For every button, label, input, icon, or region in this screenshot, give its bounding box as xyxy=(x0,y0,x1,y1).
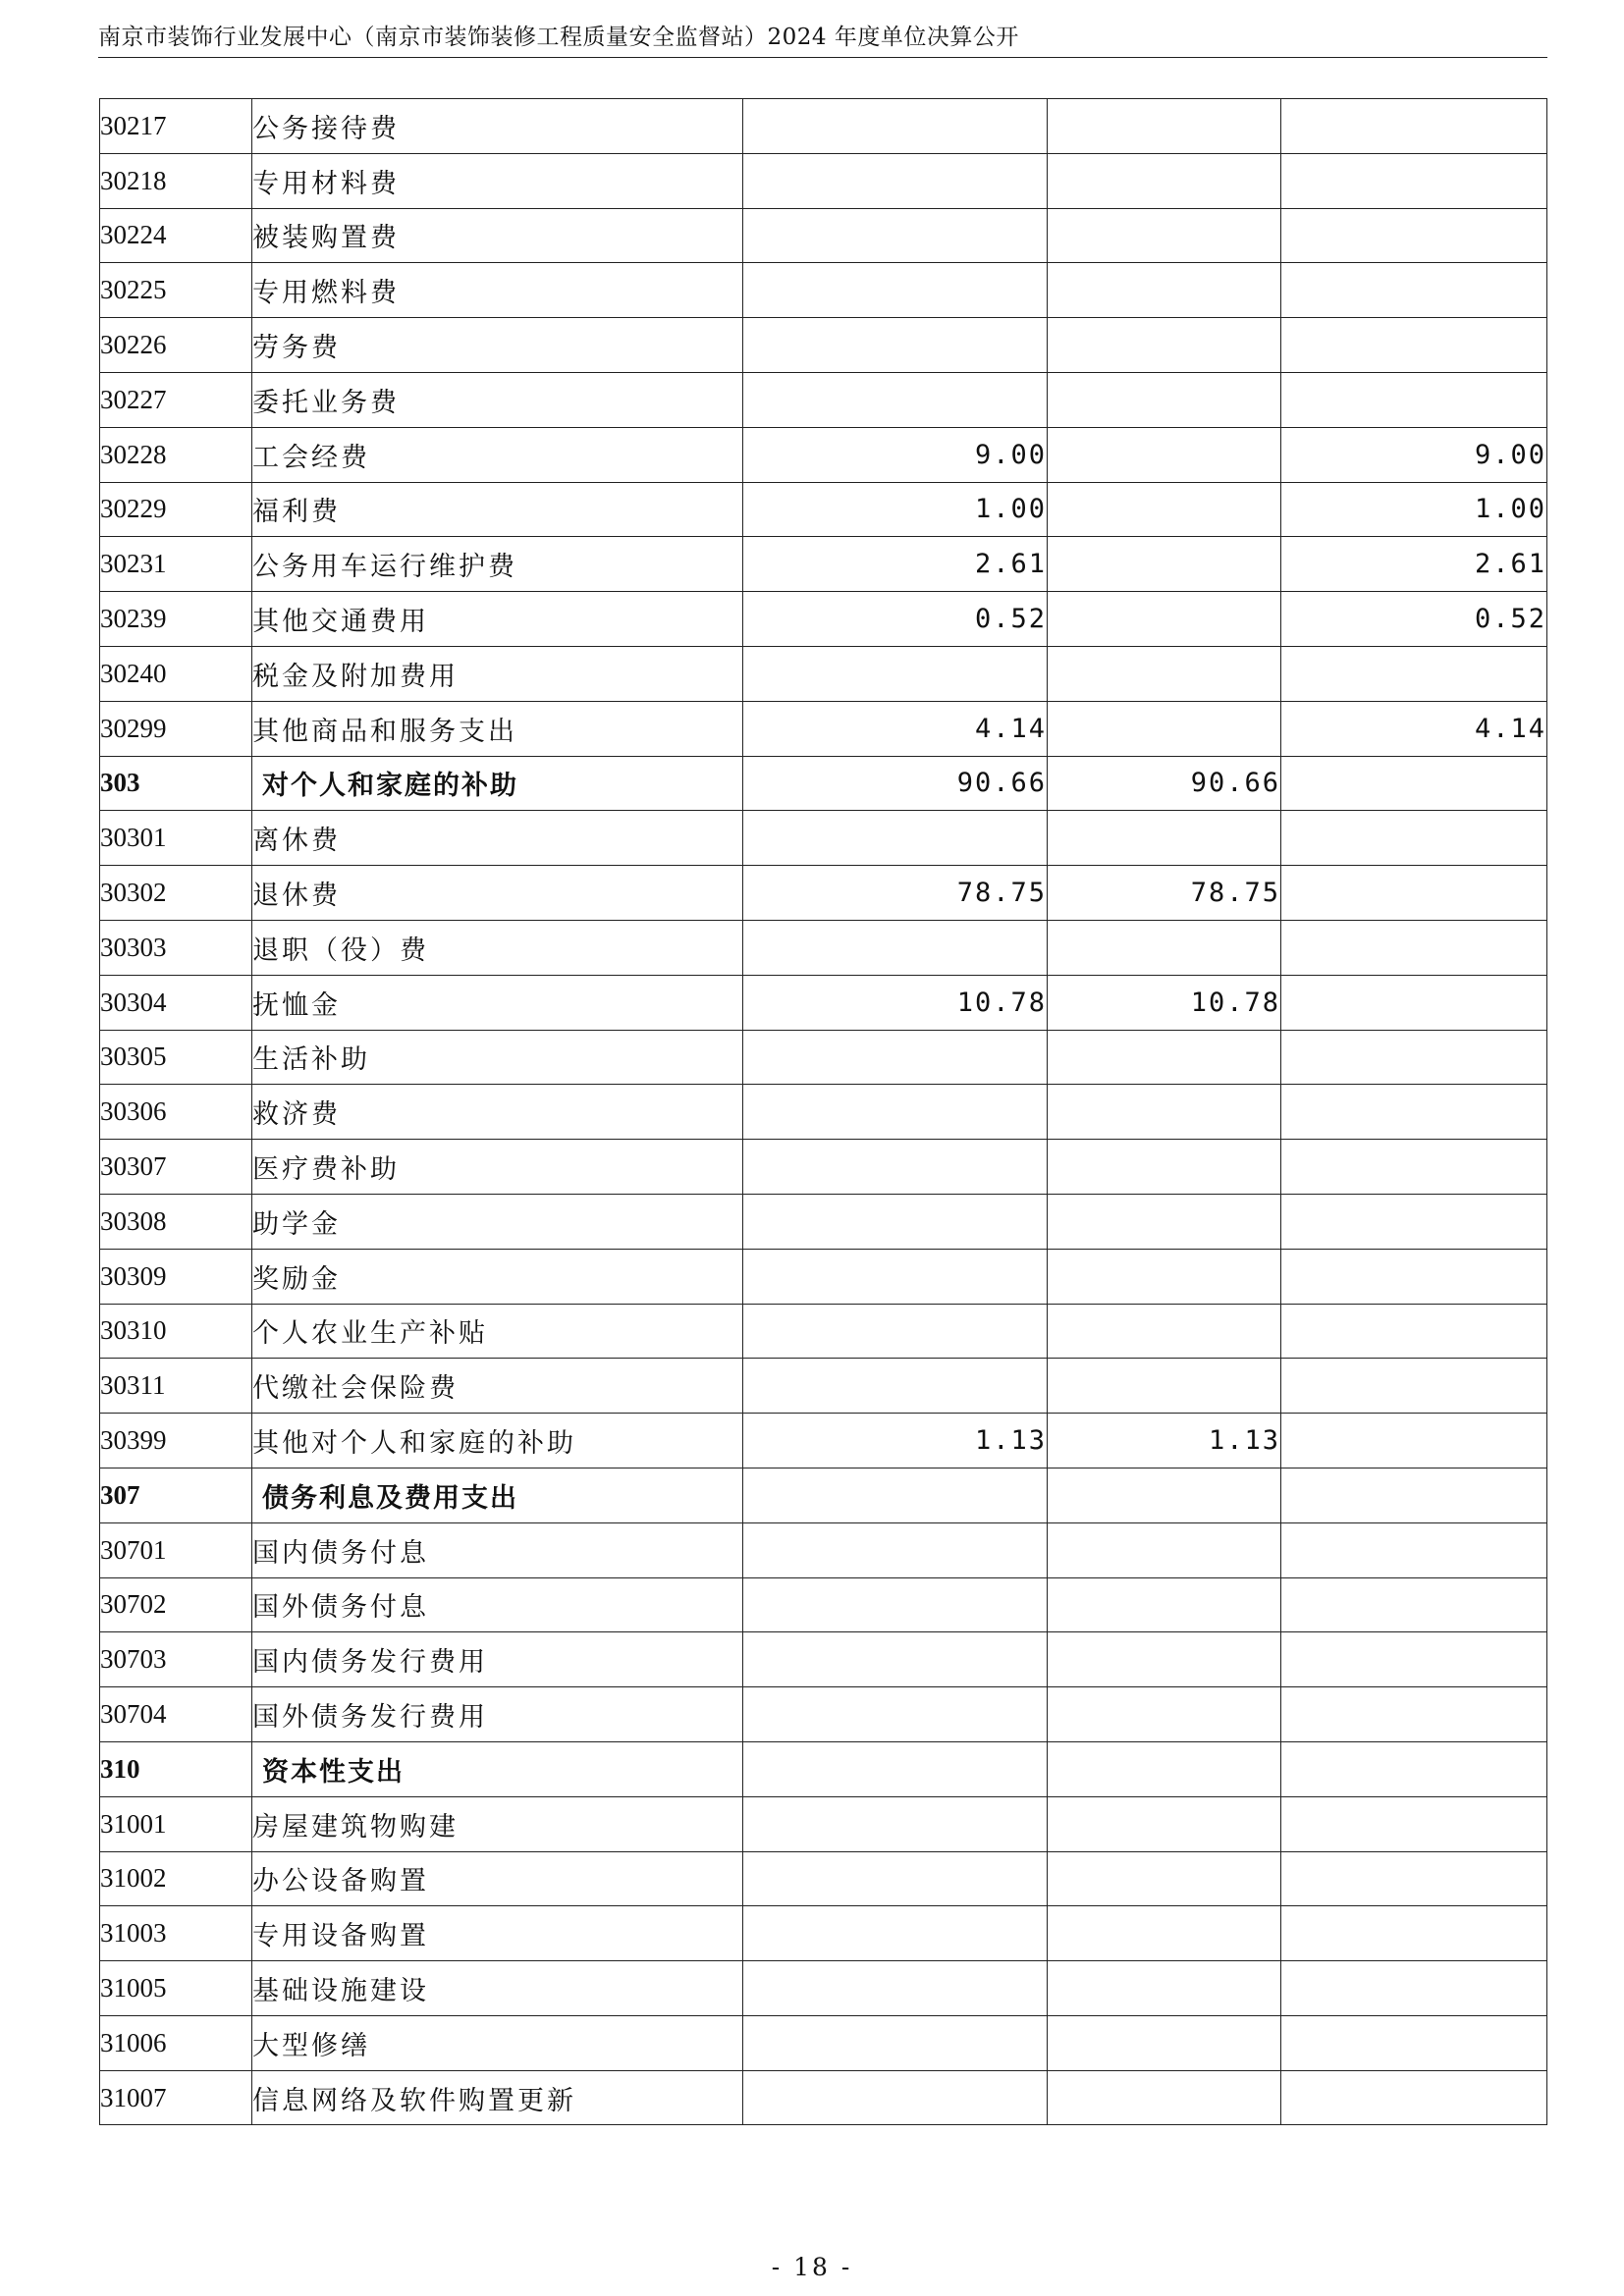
project-expenditure-cell xyxy=(1281,1632,1547,1687)
economic-code-cell: 30240 xyxy=(100,646,252,701)
basic-expenditure-cell: 10.78 xyxy=(1048,975,1281,1030)
economic-code-cell: 30218 xyxy=(100,153,252,208)
table-row xyxy=(100,1359,1547,1414)
total-amount-cell: 10.78 xyxy=(743,975,1048,1030)
table-row xyxy=(100,920,1547,975)
item-name-cell: 离休费 xyxy=(252,811,743,866)
project-expenditure-cell xyxy=(1281,1414,1547,1468)
economic-code-cell: 30702 xyxy=(100,1577,252,1632)
table-row xyxy=(100,208,1547,263)
total-amount-cell xyxy=(743,99,1048,154)
table-row xyxy=(100,482,1547,537)
economic-code-cell: 30703 xyxy=(100,1632,252,1687)
economic-code-cell: 310 xyxy=(100,1741,252,1796)
item-name-cell: 公务接待费 xyxy=(252,99,743,154)
economic-code-cell: 30227 xyxy=(100,372,252,427)
project-expenditure-cell xyxy=(1281,1304,1547,1359)
basic-expenditure-cell xyxy=(1048,1522,1281,1577)
table-row xyxy=(100,2070,1547,2125)
table-row xyxy=(100,1577,1547,1632)
project-expenditure-cell: 0.52 xyxy=(1281,592,1547,647)
item-name-cell: 对个人和家庭的补助 xyxy=(252,756,743,811)
project-expenditure-cell xyxy=(1281,920,1547,975)
project-expenditure-cell: 1.00 xyxy=(1281,482,1547,537)
economic-code-cell: 30303 xyxy=(100,920,252,975)
category-row xyxy=(100,756,1547,811)
total-amount-cell xyxy=(743,1194,1048,1249)
economic-code-cell: 30308 xyxy=(100,1194,252,1249)
item-name-cell: 抚恤金 xyxy=(252,975,743,1030)
item-name-cell: 税金及附加费用 xyxy=(252,646,743,701)
table-row xyxy=(100,1414,1547,1468)
economic-code-cell: 30217 xyxy=(100,99,252,154)
item-name-cell: 代缴社会保险费 xyxy=(252,1359,743,1414)
total-amount-cell xyxy=(743,2015,1048,2070)
project-expenditure-cell xyxy=(1281,1796,1547,1851)
total-amount-cell xyxy=(743,811,1048,866)
basic-expenditure-cell: 1.13 xyxy=(1048,1414,1281,1468)
table-row xyxy=(100,811,1547,866)
table-row xyxy=(100,1030,1547,1085)
basic-expenditure-cell xyxy=(1048,1085,1281,1140)
project-expenditure-cell xyxy=(1281,811,1547,866)
total-amount-cell xyxy=(743,1522,1048,1577)
page-header-title: 南京市装饰行业发展中心（南京市装饰装修工程质量安全监督站）2024 年度单位决算公开 xyxy=(98,25,1019,50)
project-expenditure-cell xyxy=(1281,1194,1547,1249)
table-row xyxy=(100,99,1547,154)
economic-code-cell: 30301 xyxy=(100,811,252,866)
project-expenditure-cell xyxy=(1281,1741,1547,1796)
table-row xyxy=(100,2015,1547,2070)
basic-expenditure-cell: 78.75 xyxy=(1048,866,1281,921)
item-name-cell: 其他交通费用 xyxy=(252,592,743,647)
table-row xyxy=(100,1961,1547,2016)
basic-expenditure-cell xyxy=(1048,2070,1281,2125)
economic-code-cell: 30399 xyxy=(100,1414,252,1468)
total-amount-cell xyxy=(743,208,1048,263)
total-amount-cell xyxy=(743,1851,1048,1906)
project-expenditure-cell xyxy=(1281,153,1547,208)
total-amount-cell: 1.13 xyxy=(743,1414,1048,1468)
table-row xyxy=(100,1249,1547,1304)
table-row xyxy=(100,975,1547,1030)
economic-code-cell: 307 xyxy=(100,1468,252,1522)
basic-expenditure-cell xyxy=(1048,1796,1281,1851)
project-expenditure-cell xyxy=(1281,372,1547,427)
page-header xyxy=(98,20,1547,58)
item-name-cell: 退休费 xyxy=(252,866,743,921)
economic-code-cell: 30311 xyxy=(100,1359,252,1414)
budget-table xyxy=(99,98,1547,2125)
total-amount-cell xyxy=(743,153,1048,208)
economic-code-cell: 30239 xyxy=(100,592,252,647)
item-name-cell: 专用燃料费 xyxy=(252,263,743,318)
item-name-cell: 大型修缮 xyxy=(252,2015,743,2070)
project-expenditure-cell xyxy=(1281,756,1547,811)
item-name-cell: 个人农业生产补贴 xyxy=(252,1304,743,1359)
total-amount-cell: 2.61 xyxy=(743,537,1048,592)
table-row xyxy=(100,1906,1547,1961)
basic-expenditure-cell xyxy=(1048,482,1281,537)
project-expenditure-cell xyxy=(1281,646,1547,701)
table-row xyxy=(100,592,1547,647)
item-name-cell: 劳务费 xyxy=(252,318,743,373)
table-row xyxy=(100,1632,1547,1687)
basic-expenditure-cell xyxy=(1048,1140,1281,1195)
item-name-cell: 基础设施建设 xyxy=(252,1961,743,2016)
basic-expenditure-cell xyxy=(1048,920,1281,975)
economic-code-cell: 30305 xyxy=(100,1030,252,1085)
item-name-cell: 委托业务费 xyxy=(252,372,743,427)
item-name-cell: 公务用车运行维护费 xyxy=(252,537,743,592)
table-row xyxy=(100,153,1547,208)
item-name-cell: 生活补助 xyxy=(252,1030,743,1085)
economic-code-cell: 30304 xyxy=(100,975,252,1030)
project-expenditure-cell xyxy=(1281,1851,1547,1906)
project-expenditure-cell xyxy=(1281,1906,1547,1961)
total-amount-cell xyxy=(743,2070,1048,2125)
economic-code-cell: 30302 xyxy=(100,866,252,921)
basic-expenditure-cell xyxy=(1048,263,1281,318)
total-amount-cell xyxy=(743,1249,1048,1304)
item-name-cell: 国外债务付息 xyxy=(252,1577,743,1632)
item-name-cell: 国内债务发行费用 xyxy=(252,1632,743,1687)
economic-code-cell: 30310 xyxy=(100,1304,252,1359)
total-amount-cell: 9.00 xyxy=(743,427,1048,482)
project-expenditure-cell xyxy=(1281,263,1547,318)
total-amount-cell xyxy=(743,1085,1048,1140)
basic-expenditure-cell xyxy=(1048,1359,1281,1414)
item-name-cell: 债务利息及费用支出 xyxy=(252,1468,743,1522)
basic-expenditure-cell xyxy=(1048,427,1281,482)
budget-table-body xyxy=(100,99,1547,2125)
basic-expenditure-cell xyxy=(1048,646,1281,701)
total-amount-cell: 78.75 xyxy=(743,866,1048,921)
item-name-cell: 奖励金 xyxy=(252,1249,743,1304)
total-amount-cell xyxy=(743,1632,1048,1687)
basic-expenditure-cell xyxy=(1048,1249,1281,1304)
basic-expenditure-cell xyxy=(1048,1632,1281,1687)
total-amount-cell: 90.66 xyxy=(743,756,1048,811)
table-row xyxy=(100,1194,1547,1249)
project-expenditure-cell xyxy=(1281,1085,1547,1140)
project-expenditure-cell xyxy=(1281,1577,1547,1632)
item-name-cell: 专用材料费 xyxy=(252,153,743,208)
economic-code-cell: 30226 xyxy=(100,318,252,373)
economic-code-cell: 31006 xyxy=(100,2015,252,2070)
economic-code-cell: 31003 xyxy=(100,1906,252,1961)
project-expenditure-cell xyxy=(1281,1961,1547,2016)
project-expenditure-cell xyxy=(1281,1140,1547,1195)
table-row xyxy=(100,646,1547,701)
table-row xyxy=(100,866,1547,921)
table-row xyxy=(100,537,1547,592)
total-amount-cell xyxy=(743,1577,1048,1632)
basic-expenditure-cell xyxy=(1048,1961,1281,2016)
basic-expenditure-cell xyxy=(1048,1030,1281,1085)
basic-expenditure-cell xyxy=(1048,811,1281,866)
basic-expenditure-cell xyxy=(1048,318,1281,373)
economic-code-cell: 30224 xyxy=(100,208,252,263)
economic-code-cell: 30306 xyxy=(100,1085,252,1140)
item-name-cell: 办公设备购置 xyxy=(252,1851,743,1906)
table-row xyxy=(100,263,1547,318)
category-row xyxy=(100,1741,1547,1796)
project-expenditure-cell xyxy=(1281,1468,1547,1522)
total-amount-cell xyxy=(743,646,1048,701)
economic-code-cell: 30701 xyxy=(100,1522,252,1577)
total-amount-cell xyxy=(743,1961,1048,2016)
basic-expenditure-cell xyxy=(1048,1194,1281,1249)
basic-expenditure-cell xyxy=(1048,1468,1281,1522)
table-row xyxy=(100,1851,1547,1906)
basic-expenditure-cell xyxy=(1048,372,1281,427)
basic-expenditure-cell xyxy=(1048,1741,1281,1796)
project-expenditure-cell xyxy=(1281,2015,1547,2070)
total-amount-cell xyxy=(743,1741,1048,1796)
item-name-cell: 退职（役）费 xyxy=(252,920,743,975)
economic-code-cell: 30309 xyxy=(100,1249,252,1304)
economic-code-cell: 30307 xyxy=(100,1140,252,1195)
basic-expenditure-cell xyxy=(1048,1304,1281,1359)
item-name-cell: 助学金 xyxy=(252,1194,743,1249)
total-amount-cell xyxy=(743,920,1048,975)
total-amount-cell xyxy=(743,372,1048,427)
total-amount-cell xyxy=(743,1687,1048,1742)
project-expenditure-cell xyxy=(1281,1359,1547,1414)
table-row xyxy=(100,318,1547,373)
total-amount-cell xyxy=(743,1796,1048,1851)
total-amount-cell xyxy=(743,1304,1048,1359)
project-expenditure-cell: 9.00 xyxy=(1281,427,1547,482)
project-expenditure-cell: 4.14 xyxy=(1281,701,1547,756)
project-expenditure-cell xyxy=(1281,1687,1547,1742)
total-amount-cell xyxy=(743,1359,1048,1414)
economic-code-cell: 31001 xyxy=(100,1796,252,1851)
item-name-cell: 房屋建筑物购建 xyxy=(252,1796,743,1851)
item-name-cell: 其他对个人和家庭的补助 xyxy=(252,1414,743,1468)
basic-expenditure-cell xyxy=(1048,153,1281,208)
table-row xyxy=(100,1304,1547,1359)
project-expenditure-cell xyxy=(1281,208,1547,263)
item-name-cell: 信息网络及软件购置更新 xyxy=(252,2070,743,2125)
basic-expenditure-cell xyxy=(1048,1851,1281,1906)
total-amount-cell: 0.52 xyxy=(743,592,1048,647)
total-amount-cell xyxy=(743,1468,1048,1522)
project-expenditure-cell xyxy=(1281,866,1547,921)
economic-code-cell: 31007 xyxy=(100,2070,252,2125)
basic-expenditure-cell xyxy=(1048,1687,1281,1742)
project-expenditure-cell xyxy=(1281,2070,1547,2125)
basic-expenditure-cell: 90.66 xyxy=(1048,756,1281,811)
total-amount-cell: 1.00 xyxy=(743,482,1048,537)
economic-code-cell: 303 xyxy=(100,756,252,811)
table-row xyxy=(100,1522,1547,1577)
total-amount-cell xyxy=(743,263,1048,318)
basic-expenditure-cell xyxy=(1048,592,1281,647)
item-name-cell: 国外债务发行费用 xyxy=(252,1687,743,1742)
economic-code-cell: 30704 xyxy=(100,1687,252,1742)
economic-code-cell: 30228 xyxy=(100,427,252,482)
basic-expenditure-cell xyxy=(1048,1577,1281,1632)
table-row xyxy=(100,1796,1547,1851)
item-name-cell: 专用设备购置 xyxy=(252,1906,743,1961)
economic-code-cell: 30231 xyxy=(100,537,252,592)
project-expenditure-cell xyxy=(1281,99,1547,154)
economic-code-cell: 30229 xyxy=(100,482,252,537)
economic-code-cell: 30299 xyxy=(100,701,252,756)
table-row xyxy=(100,1140,1547,1195)
basic-expenditure-cell xyxy=(1048,1906,1281,1961)
economic-code-cell: 30225 xyxy=(100,263,252,318)
basic-expenditure-cell xyxy=(1048,2015,1281,2070)
item-name-cell: 救济费 xyxy=(252,1085,743,1140)
item-name-cell: 被装购置费 xyxy=(252,208,743,263)
economic-code-cell: 31002 xyxy=(100,1851,252,1906)
table-row xyxy=(100,427,1547,482)
item-name-cell: 福利费 xyxy=(252,482,743,537)
page-number: - 18 - xyxy=(771,2253,853,2281)
item-name-cell: 其他商品和服务支出 xyxy=(252,701,743,756)
basic-expenditure-cell xyxy=(1048,701,1281,756)
table-row xyxy=(100,701,1547,756)
economic-code-cell: 31005 xyxy=(100,1961,252,2016)
table-row xyxy=(100,1687,1547,1742)
table-row xyxy=(100,372,1547,427)
total-amount-cell xyxy=(743,1906,1048,1961)
total-amount-cell xyxy=(743,318,1048,373)
basic-expenditure-cell xyxy=(1048,208,1281,263)
total-amount-cell xyxy=(743,1140,1048,1195)
total-amount-cell xyxy=(743,1030,1048,1085)
project-expenditure-cell xyxy=(1281,975,1547,1030)
project-expenditure-cell xyxy=(1281,318,1547,373)
item-name-cell: 国内债务付息 xyxy=(252,1522,743,1577)
project-expenditure-cell xyxy=(1281,1249,1547,1304)
item-name-cell: 资本性支出 xyxy=(252,1741,743,1796)
item-name-cell: 医疗费补助 xyxy=(252,1140,743,1195)
basic-expenditure-cell xyxy=(1048,99,1281,154)
category-row xyxy=(100,1468,1547,1522)
project-expenditure-cell: 2.61 xyxy=(1281,537,1547,592)
project-expenditure-cell xyxy=(1281,1522,1547,1577)
item-name-cell: 工会经费 xyxy=(252,427,743,482)
table-row xyxy=(100,1085,1547,1140)
basic-expenditure-cell xyxy=(1048,537,1281,592)
total-amount-cell: 4.14 xyxy=(743,701,1048,756)
project-expenditure-cell xyxy=(1281,1030,1547,1085)
